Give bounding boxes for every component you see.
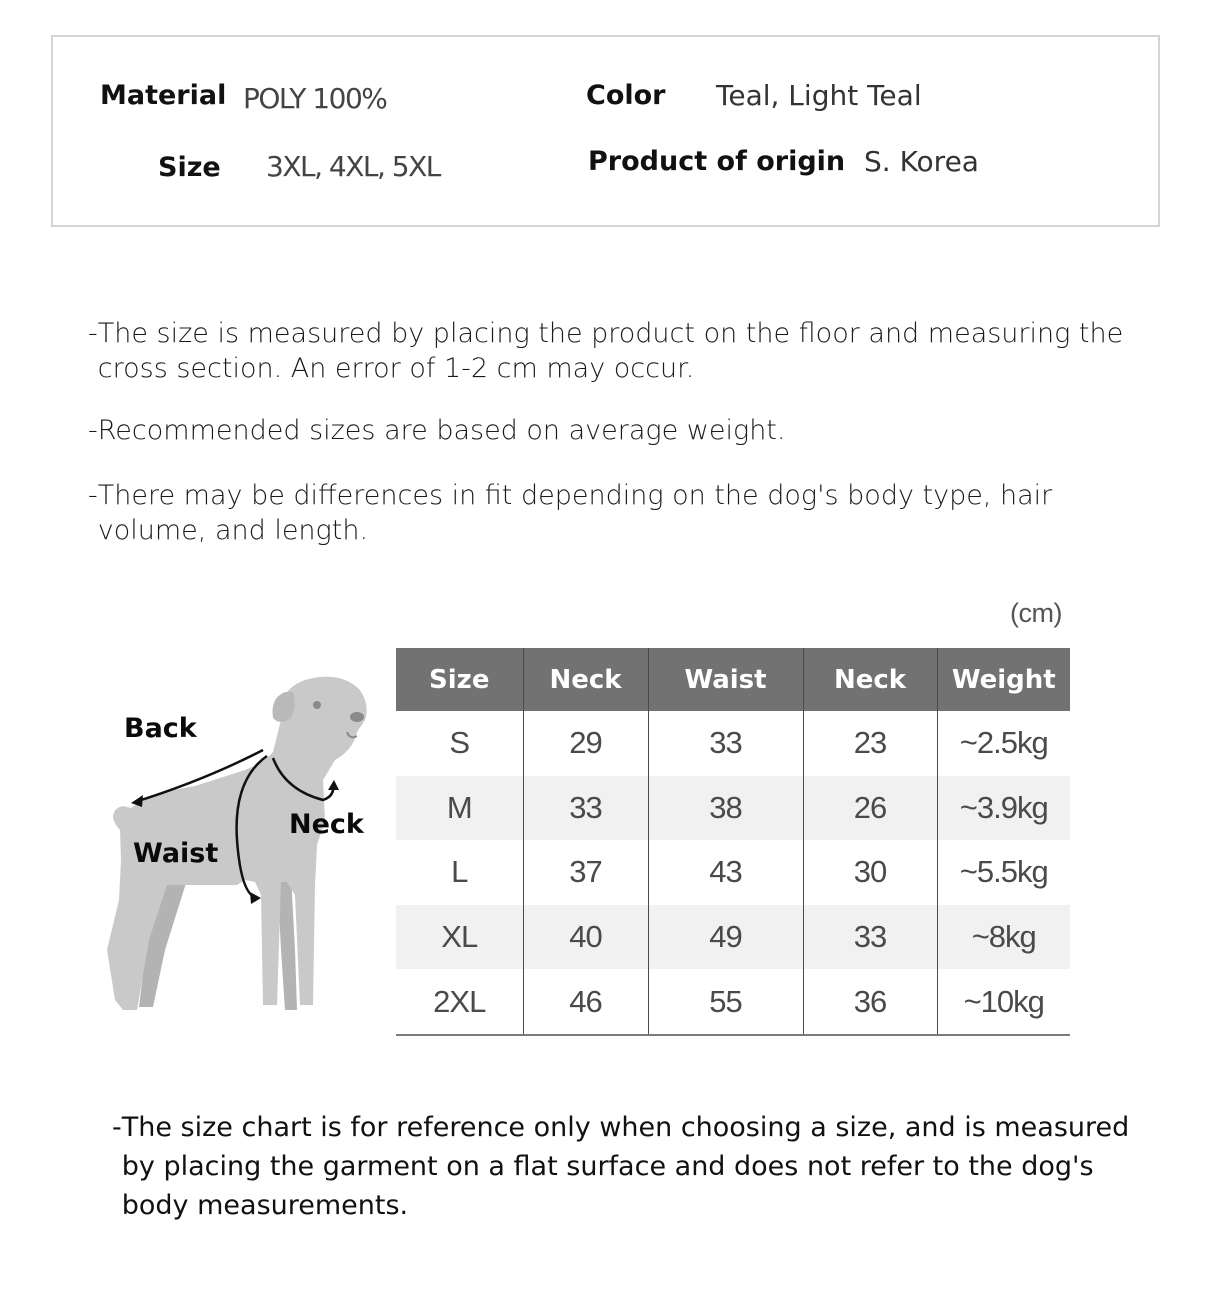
table-header-row bbox=[396, 648, 1070, 711]
note-text: Recommended sizes are based on average weight. bbox=[97, 415, 786, 446]
size-chart-table bbox=[396, 648, 1070, 1036]
header-waist: Waist bbox=[648, 648, 803, 711]
cell-neck-2: 33 bbox=[803, 905, 937, 970]
cell-size: 2XL bbox=[396, 969, 523, 1035]
dog-eye bbox=[313, 701, 321, 709]
size-value: 3XL, 4XL, 5XL bbox=[266, 150, 440, 183]
cell-size: L bbox=[451, 854, 468, 890]
note-item bbox=[88, 478, 1158, 548]
waist-arrowhead bbox=[250, 892, 261, 904]
unit-label: (cm) bbox=[1010, 598, 1062, 628]
cell-weight: ~5.5kg bbox=[937, 840, 1070, 905]
cell-neck-2: 23 bbox=[803, 711, 937, 776]
header-size: Size bbox=[396, 648, 523, 711]
note-dash: - bbox=[88, 480, 98, 511]
cell-neck-2: 26 bbox=[803, 776, 937, 841]
cell-size: S bbox=[449, 725, 470, 761]
color-label: Color bbox=[586, 80, 666, 111]
neck-label: Neck bbox=[289, 809, 364, 840]
note-text: There may be differences in fit depending on the dog's body type, hair volume, and length. bbox=[97, 480, 1053, 546]
cell-waist: 33 bbox=[648, 711, 803, 776]
table-row bbox=[396, 776, 1070, 841]
cell-neck: 46 bbox=[523, 969, 648, 1035]
header-neck-2: Neck bbox=[803, 648, 937, 711]
material-value: POLY 100% bbox=[243, 82, 387, 115]
neck-arrowhead bbox=[328, 780, 339, 790]
table-row bbox=[396, 969, 1070, 1035]
cell-neck-2: 36 bbox=[803, 969, 937, 1035]
cell-waist: 43 bbox=[648, 840, 803, 905]
cell-neck: 40 bbox=[523, 905, 648, 970]
footer-text: The size chart is for reference only when choosing a size, and is measured by placing the garment on a flat surface and does not refer to the dog's body measurements. bbox=[121, 1112, 1130, 1221]
cell-weight: ~3.9kg bbox=[937, 776, 1070, 841]
note-dash: - bbox=[88, 318, 98, 349]
footer-dash: - bbox=[112, 1112, 122, 1143]
cell-waist: 49 bbox=[648, 905, 803, 970]
size-chart-disclaimer bbox=[112, 1108, 1132, 1225]
waist-label: Waist bbox=[133, 838, 219, 869]
cell-neck-2: 30 bbox=[803, 840, 937, 905]
note-item bbox=[88, 316, 1158, 386]
cell-waist: 55 bbox=[648, 969, 803, 1035]
cell-neck: 37 bbox=[523, 840, 648, 905]
spec-box bbox=[51, 35, 1160, 227]
cell-weight: ~8kg bbox=[937, 905, 1070, 970]
cell-size: XL bbox=[396, 905, 523, 970]
table-row bbox=[396, 905, 1070, 970]
cell-neck: 33 bbox=[523, 776, 648, 841]
cell-weight: ~10kg bbox=[937, 969, 1070, 1035]
origin-value: S. Korea bbox=[864, 145, 979, 178]
table-row bbox=[396, 711, 1070, 776]
note-dash: - bbox=[88, 415, 98, 446]
material-label: Material bbox=[100, 80, 227, 111]
header-weight: Weight bbox=[937, 648, 1070, 711]
header-neck: Neck bbox=[523, 648, 648, 711]
cell-size: M bbox=[396, 776, 523, 841]
back-label: Back bbox=[124, 713, 197, 744]
size-label: Size bbox=[158, 152, 221, 183]
note-text: The size is measured by placing the product on the floor and measuring the cross section. An error of 1-2 cm may occur. bbox=[97, 318, 1124, 384]
color-value: Teal, Light Teal bbox=[716, 79, 922, 112]
cell-weight: ~2.5kg bbox=[937, 711, 1070, 776]
dog-nose bbox=[350, 712, 364, 722]
cell-waist: 38 bbox=[648, 776, 803, 841]
cell-neck: 29 bbox=[523, 711, 648, 776]
table-row bbox=[396, 840, 1070, 905]
origin-label: Product of origin bbox=[588, 146, 846, 177]
note-item bbox=[88, 413, 1158, 448]
